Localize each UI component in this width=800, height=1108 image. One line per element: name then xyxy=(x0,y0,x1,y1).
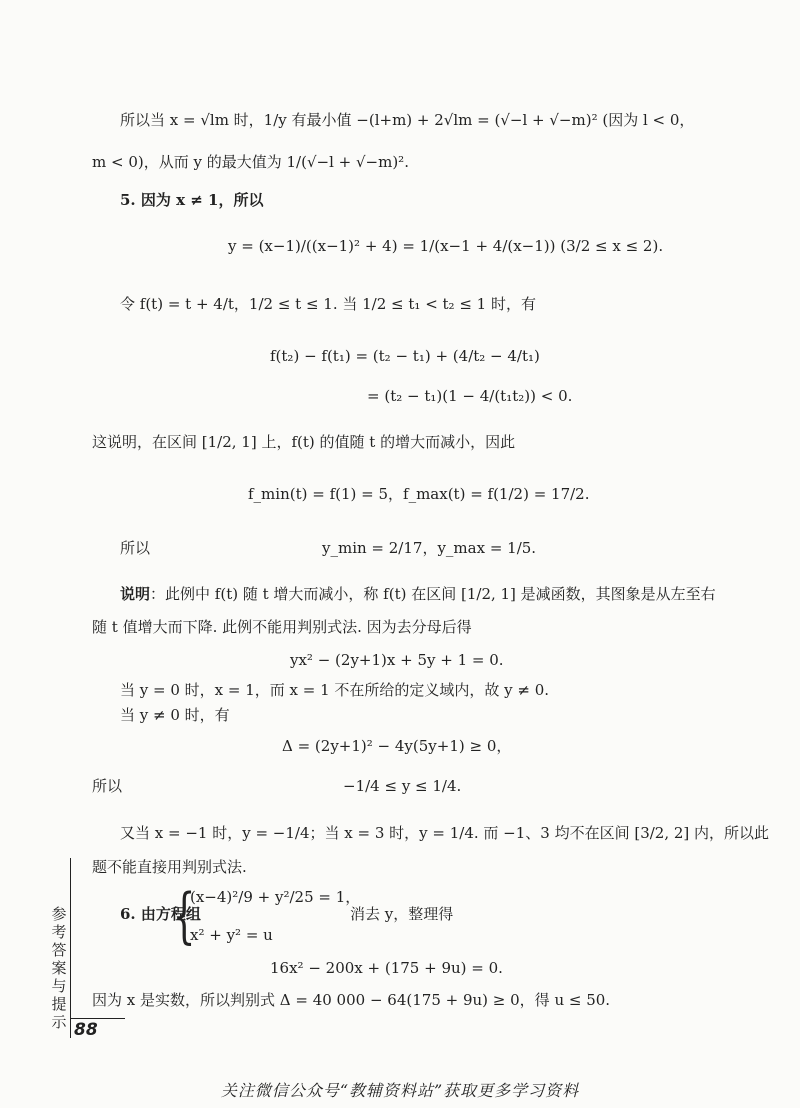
equation-difference-2: = (t₂ − t₁)(1 − 4/(t₁t₂)) < 0. xyxy=(367,387,573,405)
system-brace: { xyxy=(172,881,196,951)
sidebar-rule-vertical xyxy=(70,858,71,1038)
page-number: 88 xyxy=(74,1020,98,1040)
text-again-1: 又当 x = −1 时，y = −1/4；当 x = 3 时，y = 1/4. 而 −1、3 均不在区间 [3/2, 2] 内，所以此 xyxy=(120,824,770,842)
text-when-y-nonzero: 当 y ≠ 0 时，有 xyxy=(120,706,230,724)
text-again-2: 题不能直接用判别式法. xyxy=(92,858,247,876)
note-label: 说明 xyxy=(120,585,151,603)
text-let-f: 令 f(t) = t + 4/t，1/2 ≤ t ≤ 1. 当 1/2 ≤ t₁ < t₂ ≤ 1 时，有 xyxy=(120,295,536,313)
system-equation-1: (x−4)²/9 + y²/25 = 1， xyxy=(190,888,361,906)
text-interval-decreasing: 这说明，在区间 [1/2, 1] 上，f(t) 的值随 t 的增大而减小，因此 xyxy=(92,433,516,451)
problem-5-heading: 5. 因为 x ≠ 1，所以 xyxy=(120,191,264,209)
note-text-1: ：此例中 f(t) 随 t 增大而减小，称 f(t) 在区间 [1/2, 1] 是减函数，其图象是从左至右 xyxy=(150,585,716,603)
sidebar-label: 参考答案与提示 xyxy=(51,905,67,1031)
text-line-2: m < 0)，从而 y 的最大值为 1/(√−l + √−m)². xyxy=(92,153,409,171)
equation-difference-1: f(t₂) − f(t₁) = (t₂ − t₁) + (4/t₂ − 4/t₁) xyxy=(270,347,540,365)
text-last-line: 因为 x 是实数，所以判别式 Δ = 40 000 − 64(175 + 9u) ≥ 0，得 u ≤ 50. xyxy=(92,991,611,1009)
note-line-1 xyxy=(120,584,716,604)
note-line-2: 随 t 值增大而下降. 此例不能用判别式法. 因为去分母后得 xyxy=(92,618,472,636)
equation-y-range: −1/4 ≤ y ≤ 1/4. xyxy=(343,777,462,795)
text-eliminate-y: 消去 y，整理得 xyxy=(350,905,454,923)
problem-6-heading: 6. 由方程组 xyxy=(120,905,201,923)
equation-quadratic-y: yx² − (2y+1)x + 5y + 1 = 0. xyxy=(290,651,504,669)
equation-y-definition: y = (x−1)/((x−1)² + 4) = 1/(x−1 + 4/(x−1)) (3/2 ≤ x ≤ 2). xyxy=(228,237,664,255)
sidebar-rule-horizontal xyxy=(70,1018,125,1019)
text-so-1: 所以 xyxy=(120,539,151,557)
system-equation-2: x² + y² = u xyxy=(190,926,273,944)
equation-f-min-max: f_min(t) = f(1) = 5，f_max(t) = f(1/2) = 17/2. xyxy=(248,485,590,503)
text-so-2: 所以 xyxy=(92,777,123,795)
equation-quadratic-x: 16x² − 200x + (175 + 9u) = 0. xyxy=(270,959,503,977)
footer-note: 关注微信公众号“教辅资料站”获取更多学习资料 xyxy=(220,1081,580,1100)
text-when-y-zero: 当 y = 0 时，x = 1，而 x = 1 不在所给的定义域内，故 y ≠ 0. xyxy=(120,681,550,699)
text-line-1: 所以当 x = √lm 时，1/y 有最小值 −(l+m) + 2√lm = (√−l + √−m)² (因为 l < 0， xyxy=(120,111,695,129)
equation-y-min-max: y_min = 2/17，y_max = 1/5. xyxy=(322,539,537,557)
equation-discriminant: Δ = (2y+1)² − 4y(5y+1) ≥ 0， xyxy=(282,737,512,755)
